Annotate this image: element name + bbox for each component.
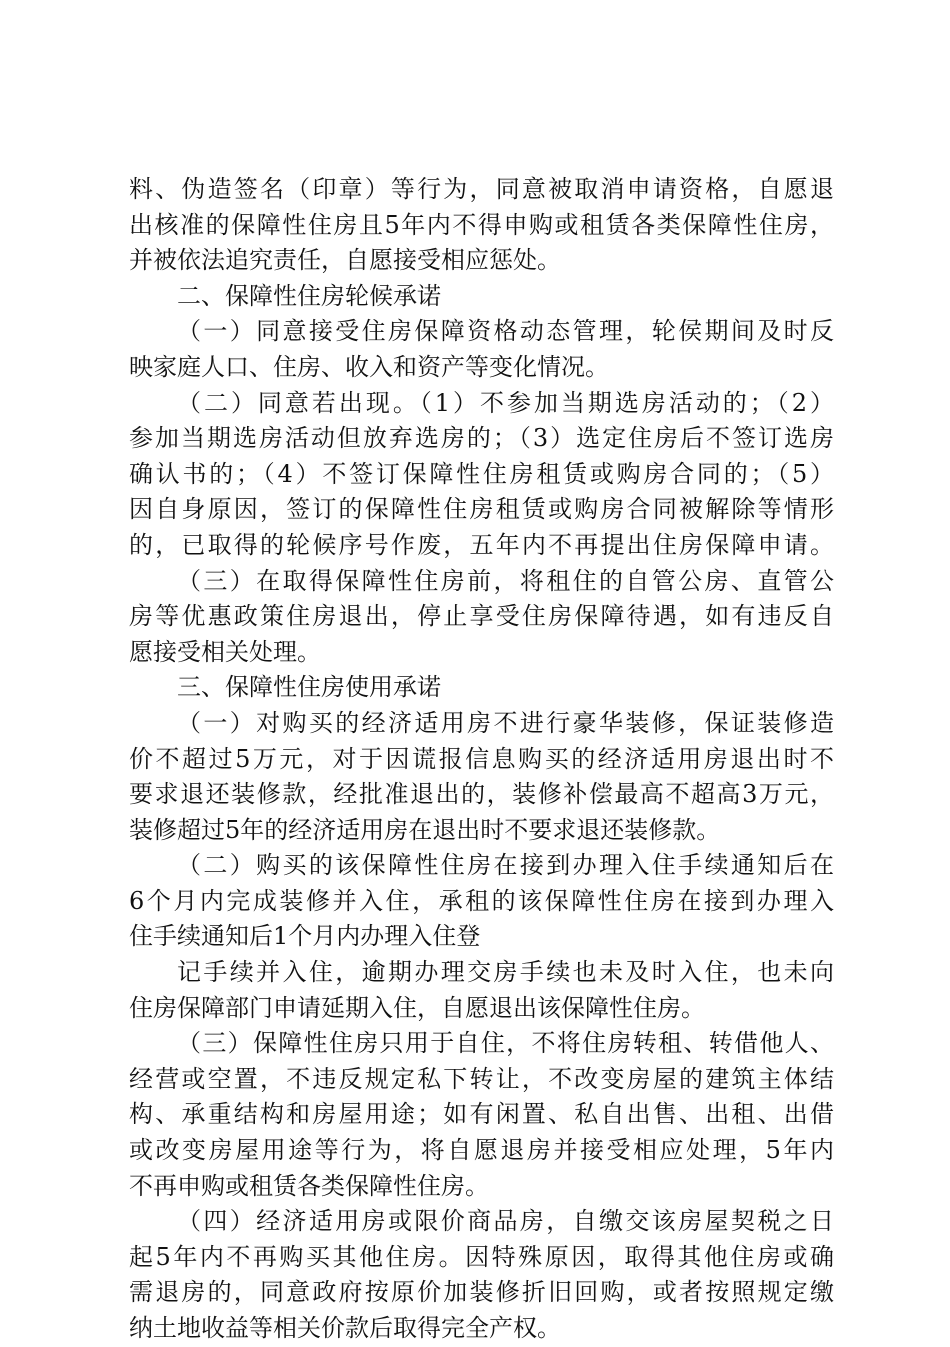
- text-line: 确认书的；（4）不签订保障性住房租赁或购房合同的；（5）: [129, 459, 834, 488]
- text-line: 并被依法追究责任，自愿接受相应惩处。: [129, 246, 561, 275]
- text-line: 因自身原因，签订的保障性住房租赁或购房合同被解除等情形: [129, 495, 834, 524]
- text-line: 要求退还装修款，经批准退出的，装修补偿最高不超高3万元，: [129, 780, 834, 809]
- text-line: （三）保障性住房只用于自住，不将住房转租、转借他人、: [177, 1029, 834, 1058]
- text-line: 出核准的保障性住房且5年内不得申购或租赁各类保障性住房，: [129, 210, 834, 239]
- text-line: 住房保障部门申请延期入住，自愿退出该保障性住房。: [129, 993, 705, 1022]
- text-line: 不再申购或租赁各类保障性住房。: [129, 1171, 489, 1200]
- text-line: （二）同意若出现。（1）不参加当期选房活动的；（2）: [177, 388, 834, 417]
- text-line: （三）在取得保障性住房前，将租住的自管公房、直管公: [177, 566, 834, 595]
- text-line: 装修超过5年的经济适用房在退出时不要求退还装修款。: [129, 815, 721, 844]
- text-line: （一）同意接受住房保障资格动态管理，轮侯期间及时反: [177, 317, 834, 346]
- text-line: 或改变房屋用途等行为，将自愿退房并接受相应处理，5年内: [129, 1136, 834, 1165]
- text-line: 需退房的，同意政府按原价加装修折旧回购，或者按照规定缴: [129, 1278, 834, 1307]
- text-line: 愿接受相关处理。: [129, 637, 321, 666]
- text-line: 的，已取得的轮候序号作废，五年内不再提出住房保障申请。: [129, 530, 834, 559]
- text-line: （四）经济适用房或限价商品房，自缴交该房屋契税之日: [177, 1207, 834, 1236]
- document-body: [129, 172, 834, 1347]
- section-heading: 三、保障性住房使用承诺: [177, 673, 441, 702]
- text-line: （一）对购买的经济适用房不进行豪华装修，保证装修造: [177, 708, 834, 737]
- text-line: 起5年内不再购买其他住房。因特殊原因，取得其他住房或确: [129, 1242, 834, 1271]
- text-line: 经营或空置，不违反规定私下转让，不改变房屋的建筑主体结: [129, 1064, 834, 1093]
- text-line: 料、伪造签名（印章）等行为，同意被取消申请资格，自愿退: [129, 175, 834, 203]
- text-line: 记手续并入住，逾期办理交房手续也未及时入住，也未向: [177, 958, 834, 987]
- section-heading: 二、保障性住房轮候承诺: [177, 281, 441, 310]
- text-line: 映家庭人口、住房、收入和资产等变化情况。: [129, 352, 609, 381]
- text-line: 构、承重结构和房屋用途；如有闲置、私自出售、出租、出借: [129, 1100, 834, 1129]
- text-line: 价不超过5万元，对于因谎报信息购买的经济适用房退出时不: [129, 744, 834, 773]
- text-line: （二）购买的该保障性住房在接到办理入住手续通知后在: [177, 851, 834, 880]
- text-line: 纳土地收益等相关价款后取得完全产权。: [129, 1314, 561, 1342]
- text-line: 房等优惠政策住房退出，停止享受住房保障待遇，如有违反自: [129, 602, 834, 631]
- text-line: 住手续通知后1个月内办理入住登: [129, 922, 481, 951]
- text-line: 6个月内完成装修并入住，承租的该保障性住房在接到办理入: [129, 886, 834, 915]
- text-line: 参加当期选房活动但放弃选房的；（3）选定住房后不签订选房: [129, 424, 834, 453]
